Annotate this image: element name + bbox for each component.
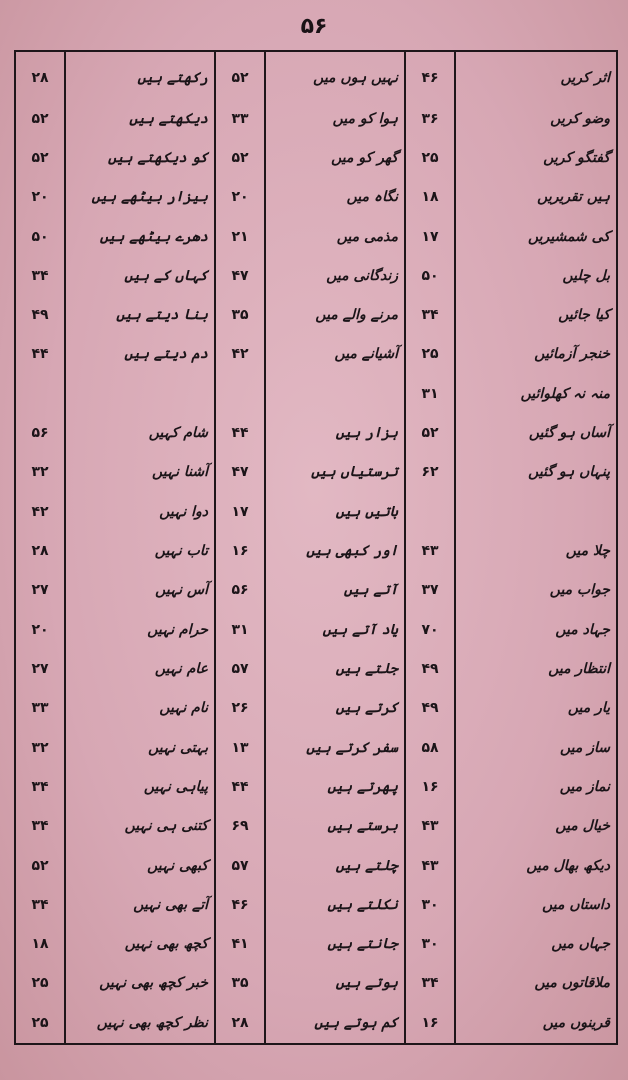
entry-col1: پنہاں ہو گئیں (455, 453, 617, 492)
entry-col2: ترستیاں ہیں (265, 453, 405, 492)
page-ref-col3: ۳۲ (15, 453, 65, 492)
page-ref-col3: ۵۲ (15, 99, 65, 138)
entry-col3 (65, 374, 215, 413)
entry-col1: چلا میں (455, 531, 617, 570)
page-ref-col1: ۳۰ (405, 924, 455, 963)
index-rows (15, 51, 617, 1044)
index-table (14, 50, 618, 1045)
table-row (15, 610, 617, 649)
page-ref-col1: ۳۴ (405, 964, 455, 1003)
page-ref-col1: ۳۶ (405, 99, 455, 138)
entry-col3: آتے بھی نہیں (65, 885, 215, 924)
page-ref-col1 (405, 492, 455, 531)
entry-col2: پھرتے ہیں (265, 767, 405, 806)
page-ref-col2: ۲۸ (215, 1003, 265, 1044)
page-ref-col3: ۵۰ (15, 217, 65, 256)
page-ref-col2: ۵۲ (215, 138, 265, 177)
entry-col1: انتظار میں (455, 649, 617, 688)
entry-col2: ہوا کو میں (265, 99, 405, 138)
entry-col1: ساز میں (455, 728, 617, 767)
page-number: ۵۶ (300, 14, 328, 39)
entry-col1: خنجر آزمائیں (455, 335, 617, 374)
entry-col1: نماز میں (455, 767, 617, 806)
entry-col3: کو دیکھتے ہیں (65, 138, 215, 177)
entry-col1: دیکھ بھال میں (455, 846, 617, 885)
page-ref-col3: ۱۸ (15, 924, 65, 963)
page-ref-col3 (15, 374, 65, 413)
entry-col1: قرینوں میں (455, 1003, 617, 1044)
table-row (15, 492, 617, 531)
page-ref-col1: ۱۸ (405, 178, 455, 217)
entry-col1: منہ نہ کھلوائیں (455, 374, 617, 413)
page-ref-col2: ۴۴ (215, 413, 265, 452)
entry-col1: جہاد میں (455, 610, 617, 649)
page-ref-col3: ۲۰ (15, 178, 65, 217)
entry-col1: وضو کریں (455, 99, 617, 138)
entry-col3: پیاہی نہیں (65, 767, 215, 806)
table-row (15, 689, 617, 728)
page-ref-col3: ۳۴ (15, 885, 65, 924)
page-ref-col2: ۱۷ (215, 492, 265, 531)
entry-col2: جانتے ہیں (265, 924, 405, 963)
page-ref-col1: ۲۵ (405, 335, 455, 374)
entry-col3: نظر کچھ بھی نہیں (65, 1003, 215, 1044)
page-ref-col1: ۳۷ (405, 571, 455, 610)
table-row (15, 453, 617, 492)
entry-col3: کتنی ہی نہیں (65, 807, 215, 846)
entry-col1: اثر کریں (455, 51, 617, 99)
entry-col2: باتیں ہیں (265, 492, 405, 531)
page-ref-col1: ۴۳ (405, 807, 455, 846)
page-ref-col2: ۳۵ (215, 295, 265, 334)
page-ref-col2: ۲۱ (215, 217, 265, 256)
page-ref-col2: ۵۲ (215, 51, 265, 99)
table-row (15, 846, 617, 885)
entry-col2: چلتے ہیں (265, 846, 405, 885)
entry-col3: بہتی نہیں (65, 728, 215, 767)
entry-col3: آس نہیں (65, 571, 215, 610)
entry-col2: برستے ہیں (265, 807, 405, 846)
entry-col2: نکلتے ہیں (265, 885, 405, 924)
page-ref-col1: ۵۲ (405, 413, 455, 452)
entry-col1: خیال میں (455, 807, 617, 846)
page-ref-col3: ۵۶ (15, 413, 65, 452)
entry-col1: گفتگو کریں (455, 138, 617, 177)
table-row (15, 51, 617, 99)
table-row (15, 256, 617, 295)
entry-col3: آشنا نہیں (65, 453, 215, 492)
table-row (15, 728, 617, 767)
entry-col2: زندگانی میں (265, 256, 405, 295)
entry-col1: کیا جائیں (455, 295, 617, 334)
page-ref-col1: ۴۹ (405, 689, 455, 728)
entry-col2: آتے ہیں (265, 571, 405, 610)
page-ref-col2: ۴۱ (215, 924, 265, 963)
entry-col3: دھرے بیٹھے ہیں (65, 217, 215, 256)
page-ref-col1: ۱۶ (405, 767, 455, 806)
entry-col1 (455, 492, 617, 531)
entry-col1: جواب میں (455, 571, 617, 610)
page-ref-col3: ۴۹ (15, 295, 65, 334)
page-ref-col3: ۳۳ (15, 689, 65, 728)
table-row (15, 99, 617, 138)
entry-col3: شام کہیں (65, 413, 215, 452)
entry-col2: کرتے ہیں (265, 689, 405, 728)
page-ref-col1: ۴۶ (405, 51, 455, 99)
entry-col3: کبھی نہیں (65, 846, 215, 885)
page-ref-col2: ۲۶ (215, 689, 265, 728)
page-ref-col1: ۲۵ (405, 138, 455, 177)
table-row (15, 335, 617, 374)
page-ref-col2: ۴۷ (215, 256, 265, 295)
table-row (15, 571, 617, 610)
entry-col3: رکھتے ہیں (65, 51, 215, 99)
entry-col1: کی شمشیریں (455, 217, 617, 256)
table-row (15, 531, 617, 570)
entry-col2: اور کبھی ہیں (265, 531, 405, 570)
entry-col2: جلتے ہیں (265, 649, 405, 688)
table-row (15, 178, 617, 217)
entry-col2 (265, 374, 405, 413)
page-ref-col2: ۱۳ (215, 728, 265, 767)
page-ref-col2: ۴۶ (215, 885, 265, 924)
entry-col1: داستاں میں (455, 885, 617, 924)
page-ref-col3: ۵۲ (15, 138, 65, 177)
page-ref-col3: ۲۸ (15, 531, 65, 570)
entry-col2: یاد آتے ہیں (265, 610, 405, 649)
entry-col3: کچھ بھی نہیں (65, 924, 215, 963)
page-ref-col1: ۵۰ (405, 256, 455, 295)
table-row (15, 767, 617, 806)
page-ref-col1: ۳۰ (405, 885, 455, 924)
entry-col3: عام نہیں (65, 649, 215, 688)
entry-col3: بیزار بیٹھے ہیں (65, 178, 215, 217)
entry-col3: دیکھتے ہیں (65, 99, 215, 138)
page-ref-col3: ۲۷ (15, 649, 65, 688)
entry-col3: دوا نہیں (65, 492, 215, 531)
page-ref-col1: ۵۸ (405, 728, 455, 767)
page-ref-col2: ۵۶ (215, 571, 265, 610)
page-ref-col3: ۳۲ (15, 728, 65, 767)
page-ref-col2: ۳۵ (215, 964, 265, 1003)
page-ref-col1: ۱۶ (405, 1003, 455, 1044)
page-ref-col1: ۴۳ (405, 531, 455, 570)
entry-col2: کم ہوتے ہیں (265, 1003, 405, 1044)
entry-col2: ہوتے ہیں (265, 964, 405, 1003)
entry-col1: ملاقاتوں میں (455, 964, 617, 1003)
page-ref-col3: ۲۷ (15, 571, 65, 610)
entry-col2: مذمی میں (265, 217, 405, 256)
table-row (15, 649, 617, 688)
page-ref-col3: ۵۲ (15, 846, 65, 885)
entry-col1: آساں ہو گئیں (455, 413, 617, 452)
page-ref-col3: ۲۵ (15, 1003, 65, 1044)
table-row (15, 924, 617, 963)
table-row (15, 807, 617, 846)
table-row (15, 1003, 617, 1044)
entry-col3: خبر کچھ بھی نہیں (65, 964, 215, 1003)
page-ref-col2: ۳۱ (215, 610, 265, 649)
table-row (15, 885, 617, 924)
page-ref-col2: ۳۳ (215, 99, 265, 138)
page-ref-col1: ۴۳ (405, 846, 455, 885)
page-ref-col2: ۴۴ (215, 767, 265, 806)
page-ref-col1: ۷۰ (405, 610, 455, 649)
entry-col2: ہزار ہیں (265, 413, 405, 452)
entry-col2: مرنے والے میں (265, 295, 405, 334)
page-ref-col2: ۴۷ (215, 453, 265, 492)
table-row (15, 413, 617, 452)
table-row (15, 295, 617, 334)
entry-col1: بل چلیں (455, 256, 617, 295)
table-row (15, 138, 617, 177)
page-ref-col3: ۲۵ (15, 964, 65, 1003)
page-ref-col3: ۲۰ (15, 610, 65, 649)
entry-col1: یار میں (455, 689, 617, 728)
entry-col1: ہیں تقریریں (455, 178, 617, 217)
entry-col3: کہاں کے ہیں (65, 256, 215, 295)
page-ref-col3: ۴۲ (15, 492, 65, 531)
page-ref-col3: ۳۴ (15, 807, 65, 846)
entry-col2: نگاہ میں (265, 178, 405, 217)
page-ref-col2: ۶۹ (215, 807, 265, 846)
entry-col3: حرام نہیں (65, 610, 215, 649)
entry-col3: بنا دیتے ہیں (65, 295, 215, 334)
page-ref-col1: ۱۷ (405, 217, 455, 256)
entry-col3: دم دیتے ہیں (65, 335, 215, 374)
page-ref-col2 (215, 374, 265, 413)
entry-col3: تاب نہیں (65, 531, 215, 570)
page-ref-col2: ۵۷ (215, 649, 265, 688)
table-row (15, 964, 617, 1003)
entry-col3: نام نہیں (65, 689, 215, 728)
page-ref-col3: ۳۴ (15, 767, 65, 806)
page-ref-col1: ۶۲ (405, 453, 455, 492)
entry-col2: سفر کرتے ہیں (265, 728, 405, 767)
page-ref-col2: ۱۶ (215, 531, 265, 570)
page-ref-col2: ۵۷ (215, 846, 265, 885)
page-ref-col3: ۳۴ (15, 256, 65, 295)
page-ref-col1: ۴۹ (405, 649, 455, 688)
page-ref-col3: ۴۴ (15, 335, 65, 374)
entry-col2: آشیانے میں (265, 335, 405, 374)
entry-col2: گھر کو میں (265, 138, 405, 177)
page-ref-col1: ۳۴ (405, 295, 455, 334)
page-ref-col2: ۴۲ (215, 335, 265, 374)
entry-col1: جہاں میں (455, 924, 617, 963)
table-row (15, 374, 617, 413)
page-ref-col1: ۳۱ (405, 374, 455, 413)
page-ref-col3: ۲۸ (15, 51, 65, 99)
entry-col2: نہیں ہوں میں (265, 51, 405, 99)
table-row (15, 217, 617, 256)
page-ref-col2: ۲۰ (215, 178, 265, 217)
